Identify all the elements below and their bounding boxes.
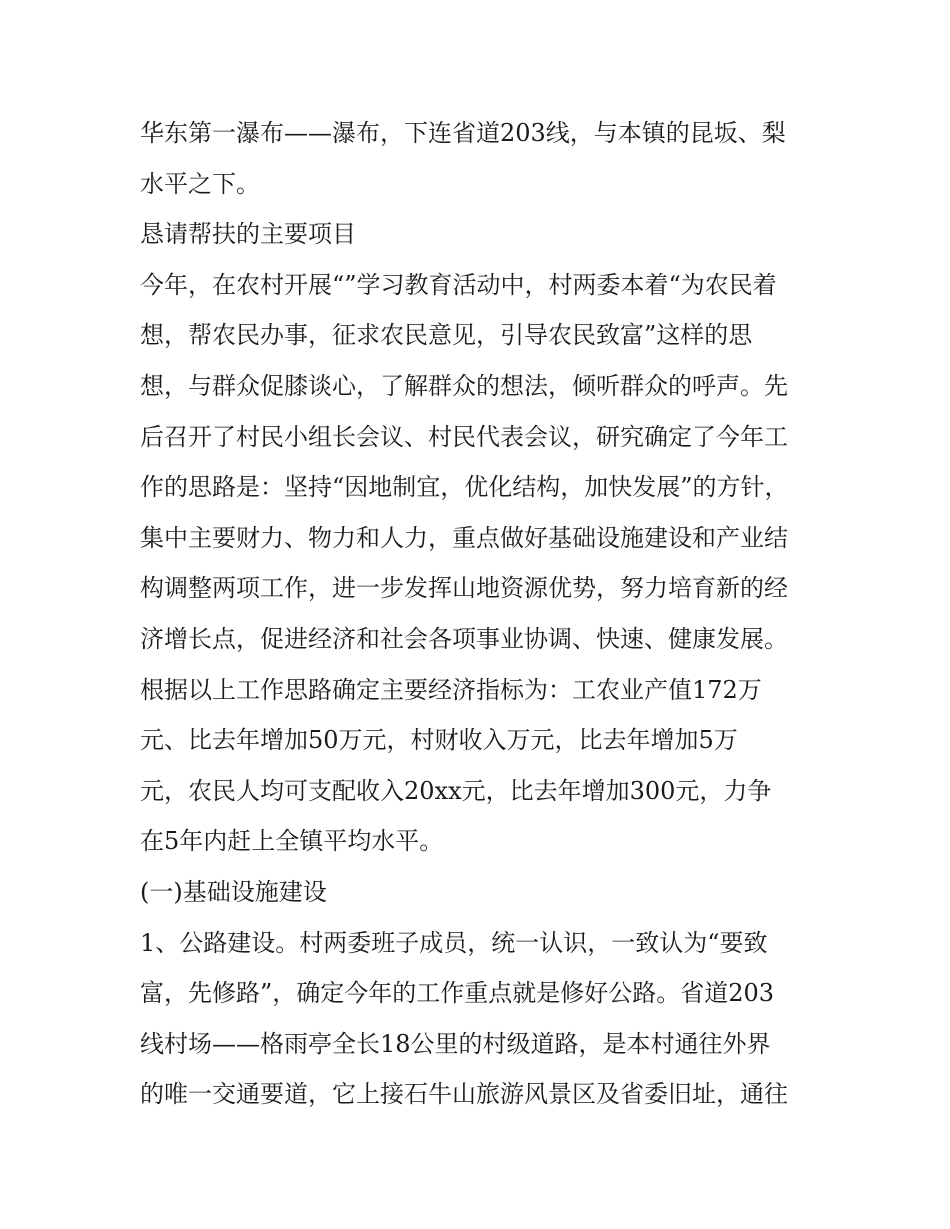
text-line: 集中主要财力、物力和人力，重点做好基础设施建设和产业结 <box>140 523 788 552</box>
text-line: 根据以上工作思路确定主要经济指标为：工农业产值172万 <box>140 675 762 704</box>
text-line: 水平之下。 <box>140 169 260 198</box>
text-line: 构调整两项工作，进一步发挥山地资源优势，努力培育新的经 <box>140 574 788 603</box>
text-line: 线村场——格雨亭全长18公里的村级道路，是本村通往外界 <box>140 1029 771 1058</box>
text-line: 的唯一交通要道，它上接石牛山旅游风景区及省委旧址，通往 <box>140 1080 788 1109</box>
text-line: 作的思路是：坚持“因地制宜，优化结构，加快发展”的方针， <box>140 473 789 502</box>
text-line: 富，先修路”，确定今年的工作重点就是修好公路。省道203 <box>140 979 775 1008</box>
section-heading: (一)基础设施建设 <box>140 877 327 906</box>
text-line: 今年，在农村开展“”学习教育活动中，村两委本着“为农民着 <box>140 270 777 299</box>
text-line: 元、比去年增加50万元，村财收入万元，比去年增加5万 <box>140 726 738 755</box>
text-line: 想，帮农民办事，征求农民意见，引导农民致富”这样的思 <box>140 321 753 350</box>
section-heading: 恳请帮扶的主要项目 <box>140 220 356 249</box>
text-line: 华东第一瀑布——瀑布，下连省道203线，与本镇的昆坂、梨 <box>140 119 786 147</box>
text-line: 在5年内赶上全镇平均水平。 <box>140 827 444 856</box>
text-line: 后召开了村民小组长会议、村民代表会议，研究确定了今年工 <box>140 422 788 451</box>
text-line: 元，农民人均可支配收入20xx元，比去年增加300元，力争 <box>140 776 772 805</box>
text-line: 济增长点，促进经济和社会各项事业协调、快速、健康发展。 <box>140 624 788 653</box>
document-body <box>140 108 820 1120</box>
text-line: 想，与群众促膝谈心，了解群众的想法，倾听群众的呼声。先 <box>140 371 788 400</box>
text-line: 1、公路建设。村两委班子成员，统一认识，一致认为“要致 <box>140 928 768 957</box>
